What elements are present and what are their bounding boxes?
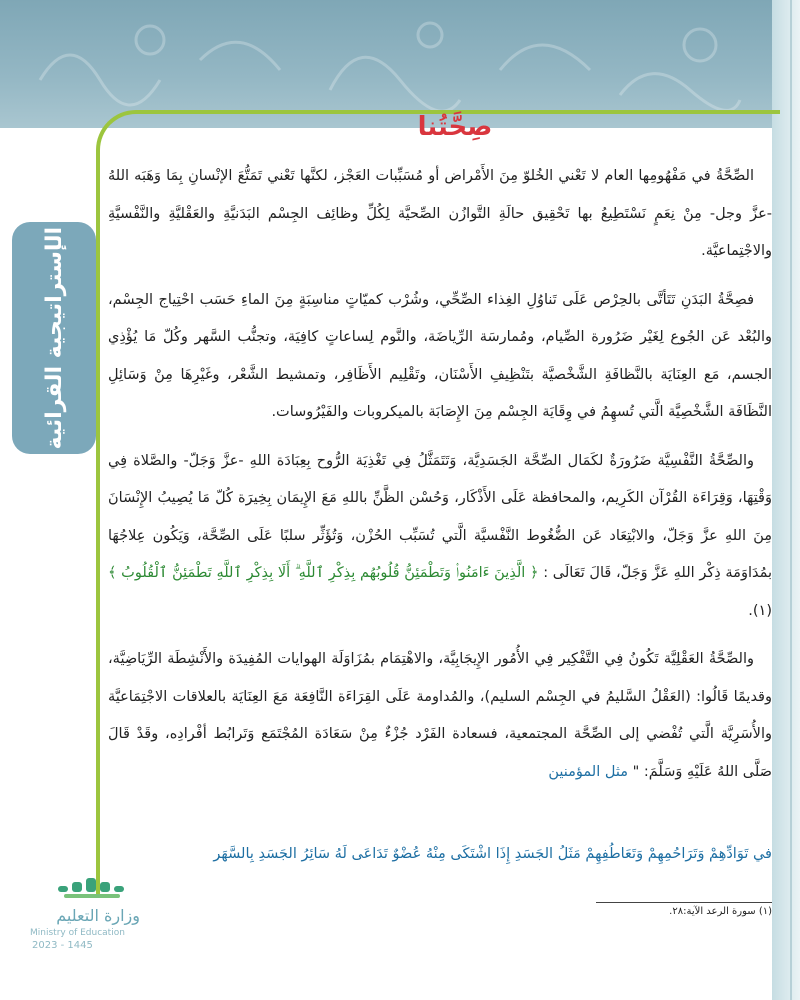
paragraph-1: الصِّحَّةُ في مَفْهُومِها العام لا تَعْني الخُلوّ مِنَ الأَمْراض أو مُسَبِّبات العَجْز، لكنَّها تَعْني تَمَتُّعَ الإنْسانِ بِمَا وَهَبَه اللهُ -عزَّ وجل- مِنْ نِعَمٍ نَسْتَطِيعُ بها تَحْقِيق حالَةِ التَّوازُن الصِّحيَّة لِكُلِّ وظائِف الجِسْم البَدَنيَّةِ والعَقْليَّةِ والنَّفْسيَّةِ والاجْتِماعيَّة. <box>108 168 772 259</box>
body-text <box>108 158 772 802</box>
ministry-logo <box>22 870 162 960</box>
footnote-divider <box>596 902 772 903</box>
edition-year: 2023 - 1445 <box>32 940 93 951</box>
footnote: (١) سورة الرعد الآية:٢٨. <box>669 906 772 917</box>
quran-verse: ﴿ الَّذِينَ ءَامَنُوا۟ وَتَطْمَئِنُّ قُلُوبُهُم بِذِكْرِ ٱللَّهِ ۗ أَلَا بِذِكْرِ ٱللَّهِ تَطْمَئِنُّ ٱلْقُلُوبُ ﴾ <box>108 565 539 581</box>
decorative-pattern <box>0 0 800 128</box>
ministry-logo-icon <box>52 870 132 900</box>
top-banner <box>0 0 800 128</box>
hadith-line: في تَوَادِّهِمْ وَتَرَاحُمِهِمْ وَتَعَاطُفِهِمْ مَثَلُ الجَسَدِ إِذَا اشْتَكَى مِنْهُ عُضْوٌ تَدَاعَى لَهُ سَائِرُ الجَسَدِ بِالسَّهَر <box>213 846 772 862</box>
paragraph-4-text: والصِّحَّةُ العَقْلِيَّة تَكُونُ فِي التَّفْكِير فِي الأُمُور الإِيجَابِيَّة، والاهْتِمَام بمُزَاوَلَة الهوايات المُفِيدَة والأَنْشِطَة الرِّيَاضِيَّة، وقديمًا قَالُوا: (العَقْلُ السَّليمُ في الجِسْم السليم)، والمُداومة عَلَى القِرَاءَة النَّافِعَة مَعَ العِنَايَة بالعلاقات الاجْتِمَاعيَّة والأُسَرِيَّة الَّتي تُفْضي إلى الصِّحَّة المجتمعية، فسعادة الفَرْد جُزْءٌ مِنْ سَعَادَة المُجْتَمَع وَتَرابُط أفْرادِه، وقَدْ قَالَ صَلَّى اللهُ عَلَيْهِ وَسَلَّمَ: " <box>108 651 772 780</box>
side-tab <box>12 222 96 454</box>
hadith-start: مثل المؤمنين <box>548 763 628 780</box>
paragraph-2: فصِحَّةُ البَدَنِ تَتَأتَّى بالحِرْص عَلَى تَناوُلِ الغِذاء الصِّحِّي، وشُرْب كميّاتٍ مناسِبَةٍ مِنَ الماءِ حَسَب احْتِياج الجِسْم، والبُعْد عَن الجُوع لِغَيْر ضَرُورة الصِّيام، ومُمارسَة الرِّياضَة، والنَّوم لِساعاتٍ كافِيَة، وتجنُّب السَّهر وكُلّ مَا يُؤْذِي الجسم، مَع العِنَايَة بالنَّظافَةِ الشَّخْصيَّة بتَنْظِيفِ الأَسْنَان، وتَقْلِيم الأَظَافِر، وتمشيط الشَّعْر، وغَيْرِهَا مِنْ وَسَائِلِ النَّظَافَة الشَّخْصِيَّة الَّتي تُسهِمُ في وِقَايَة الجِسْم مِنَ الإِصَابَة بالميكروبات والفَيْرُوسات. <box>108 291 772 420</box>
page-title: صِحَّتُنا <box>417 112 493 142</box>
side-tab-label: الإستراتيجية القرائية <box>41 226 67 450</box>
quran-reference: (١). <box>748 602 772 619</box>
paragraph-4 <box>108 641 772 791</box>
ministry-name-ar: وزارة التعليم <box>56 906 140 925</box>
paragraph-3-text: والصِّحَّةُ النَّفْسِيَّة ضَرُورَةٌ لكَمَال الصِّحَّة الجَسَدِيَّة، وَتَتَمَثَّلُ فِي تَغْذِيَة الرُّوح بِعِبَادَة اللهِ -عزَّ وَجَلّ- والصَّلاة فِي وَقْتِهَا، وَقِرَاءَة القُرْآن الكَرِيم، والمحافظة عَلَى الأَذْكَار، وَحُسْن الظَّنِّ باللهِ مَعَ الإِيمَان بِخِيرَة كُلّ مَا يُصِيبُ الإِنْسَانَ مِنَ اللهِ عزَّ وَجَلّ، والابْتِعَاد عَن الضُّغُوط النَّفْسيَّة الَّتي تُسَبِّب الحُزْن، وَتُؤَثِّر سلبًا عَلَى الصِّحَّة، وَيَكُون عِلاجُهَا بمُدَاوَمَة ذِكْر اللهِ عَزَّ وَجَلّ، قَالَ تَعَالَى : <box>108 452 773 581</box>
paragraph-3 <box>108 443 772 631</box>
ministry-name-en: Ministry of Education <box>30 928 125 938</box>
